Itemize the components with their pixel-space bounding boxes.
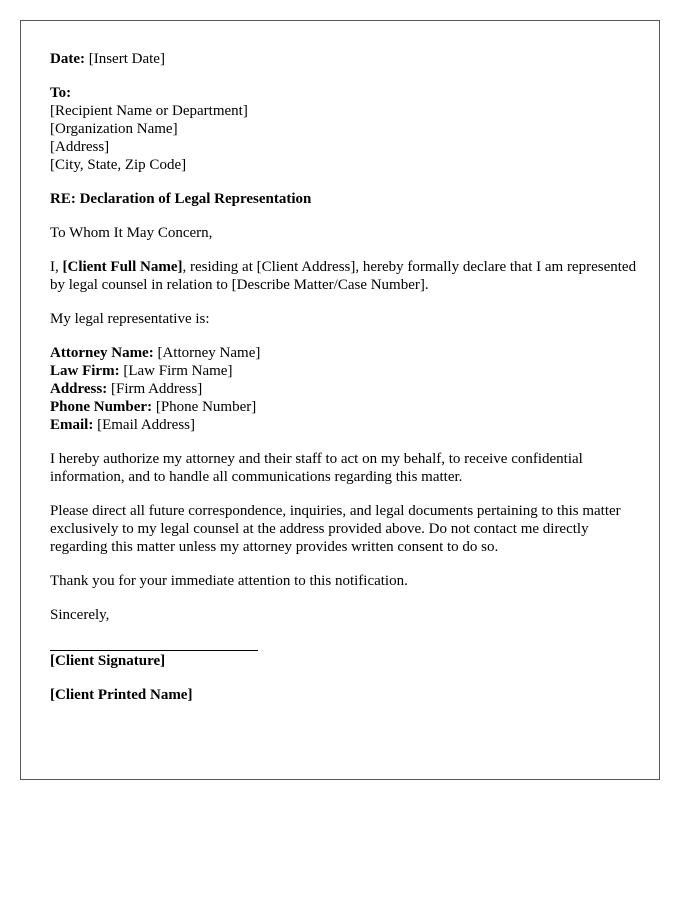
declaration-paragraph xyxy=(50,258,640,294)
phone-number-label: Phone Number: xyxy=(50,399,153,415)
recipient-name: [Recipient Name or Department] xyxy=(50,103,248,119)
thanks-paragraph: Thank you for your immediate attention to this notification. xyxy=(50,573,408,589)
representative-intro: My legal representative is: xyxy=(50,311,210,327)
firm-address-label: Address: xyxy=(50,381,108,397)
recipient-block xyxy=(50,84,640,174)
letter-body xyxy=(50,50,640,720)
phone-number-value: [Phone Number] xyxy=(152,399,257,415)
email-line xyxy=(50,416,640,434)
date-line xyxy=(50,50,640,68)
to-label: To: xyxy=(50,85,72,101)
attorney-name-value: [Attorney Name] xyxy=(153,345,261,361)
law-firm-value: [Law Firm Name] xyxy=(119,363,233,379)
attorney-name-line xyxy=(50,344,640,362)
phone-number-line xyxy=(50,398,640,416)
signature-line xyxy=(50,650,258,651)
attorney-name-label: Attorney Name: xyxy=(50,345,154,361)
date-label: Date: xyxy=(50,51,85,67)
subject-text: RE: Declaration of Legal Representation xyxy=(50,191,312,207)
date-value: [Insert Date] xyxy=(84,51,165,67)
firm-address-value: [Firm Address] xyxy=(107,381,203,397)
email-value: [Email Address] xyxy=(93,417,195,433)
email-label: Email: xyxy=(50,417,94,433)
recipient-organization: [Organization Name] xyxy=(50,121,178,137)
salutation: To Whom It May Concern, xyxy=(50,225,213,241)
signature-block xyxy=(50,652,640,670)
law-firm-label: Law Firm: xyxy=(50,363,120,379)
client-printed-name: [Client Printed Name] xyxy=(50,687,193,703)
client-full-name: [Client Full Name] xyxy=(62,259,183,275)
recipient-city-state-zip: [City, State, Zip Code] xyxy=(50,157,187,173)
recipient-address: [Address] xyxy=(50,139,110,155)
printed-name-block xyxy=(50,686,640,704)
correspondence-paragraph: Please direct all future correspondence, inquiries, and legal documents pertaining to this matter exclusively to my legal counsel at the address provided above. Do not contact me directly regarding this matter unless my attorney provides written consent to do so. xyxy=(50,503,621,555)
client-signature: [Client Signature] xyxy=(50,653,166,669)
authorization-paragraph: I hereby authorize my attorney and their staff to act on my behalf, to receive confidential information, and to handle all communications regarding this matter. xyxy=(50,451,583,485)
law-firm-line xyxy=(50,362,640,380)
closing: Sincerely, xyxy=(50,607,110,623)
attorney-details xyxy=(50,344,640,434)
declaration-prefix: I, xyxy=(50,259,63,275)
firm-address-line xyxy=(50,380,640,398)
declaration-rest: , residing at [Client Address], hereby formally declare that I am represented by legal counsel in relation to [Describe Matter/Case Number]. xyxy=(50,259,637,293)
subject-line xyxy=(50,190,640,208)
letter-page xyxy=(20,20,660,780)
